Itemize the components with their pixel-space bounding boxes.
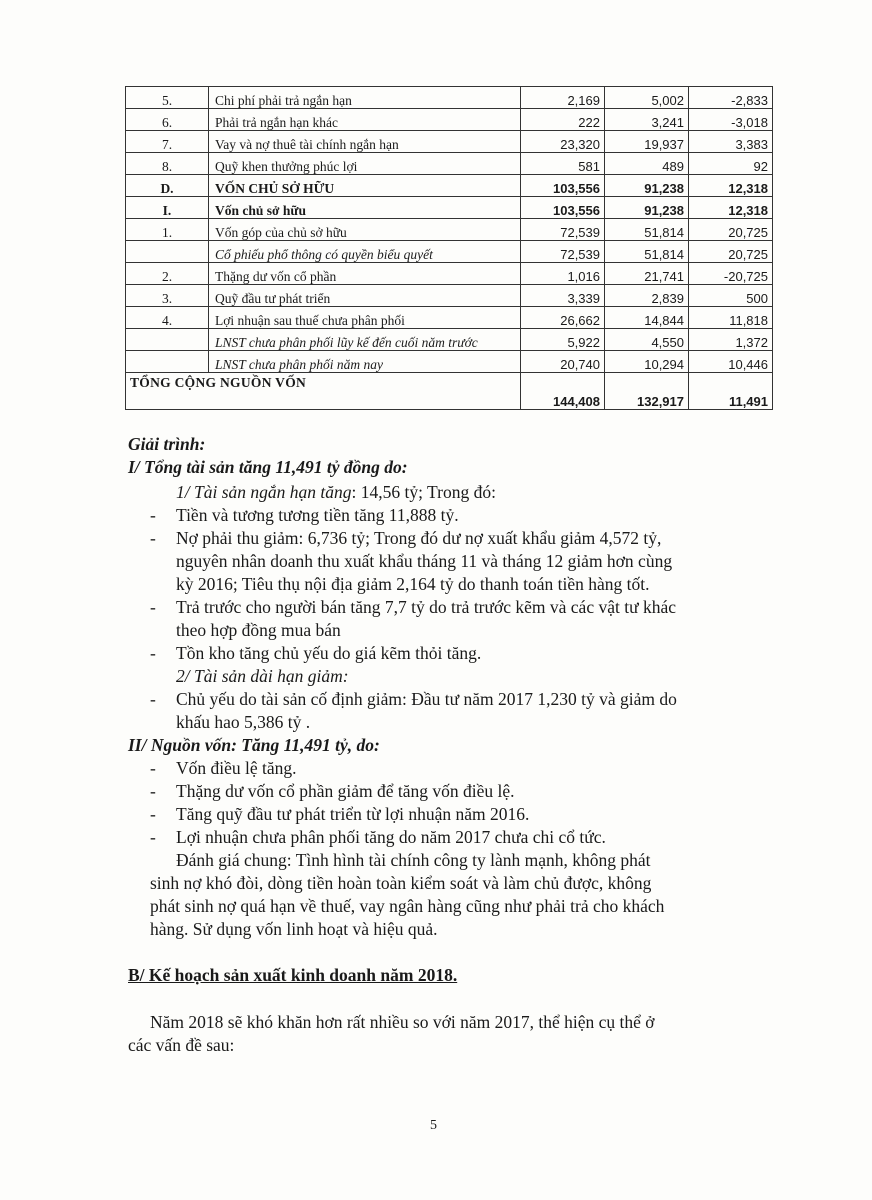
table-row — [126, 131, 773, 153]
value-2017-cell: 23,320 — [521, 131, 605, 153]
bullet-prepayment-l2: theo hợp đồng mua bán — [176, 620, 341, 640]
bullet-share-premium: Thặng dư vốn cổ phần giảm để tăng vốn điều lệ. — [176, 781, 515, 801]
bullet-dash: - — [150, 643, 156, 663]
row-number-cell: 2. — [126, 263, 209, 285]
section-ii-heading: II/ Nguồn vốn: Tăng 11,491 tỷ, do: — [128, 735, 380, 755]
table-row — [126, 329, 773, 351]
value-change-cell: 11,818 — [689, 307, 773, 329]
value-2016-cell: 10,294 — [605, 351, 689, 373]
row-number-cell: 1. — [126, 219, 209, 241]
subsection-2-title: 2/ Tài sản dài hạn giảm: — [176, 666, 349, 686]
page-number: 5 — [430, 1118, 437, 1133]
assessment-l1: Đánh giá chung: Tình hình tài chính công ty lành mạnh, không phát — [176, 850, 651, 870]
value-2016-cell: 19,937 — [605, 131, 689, 153]
bullet-dash: - — [150, 758, 156, 778]
table-row — [126, 351, 773, 373]
value-change-cell: 3,383 — [689, 131, 773, 153]
plan-intro-l1: Năm 2018 sẽ khó khăn hơn rất nhiều so với năm 2017, thể hiện cụ thể ở — [150, 1012, 655, 1032]
value-change-cell: 20,725 — [689, 219, 773, 241]
value-2016-cell: 91,238 — [605, 197, 689, 219]
bullet-dash: - — [150, 689, 156, 709]
value-2016-cell: 5,002 — [605, 87, 689, 109]
table-row — [126, 87, 773, 109]
value-2017-cell: 1,016 — [521, 263, 605, 285]
row-number-cell: D. — [126, 175, 209, 197]
value-2016-cell: 21,741 — [605, 263, 689, 285]
value-2017-cell: 2,169 — [521, 87, 605, 109]
row-name-cell: Phải trả ngắn hạn khác — [209, 109, 521, 131]
row-number-cell: 4. — [126, 307, 209, 329]
row-name-cell: Vốn chủ sở hữu — [209, 197, 521, 219]
total-label-cell: TỔNG CỘNG NGUỒN VỐN — [126, 373, 521, 410]
value-2016-cell: 2,839 — [605, 285, 689, 307]
bullet-inventory: Tồn kho tăng chủ yếu do giá kẽm thỏi tăng. — [176, 643, 482, 663]
subsection-1-rest: : 14,56 tỷ; Trong đó: — [351, 482, 496, 502]
value-2017-cell: 20,740 — [521, 351, 605, 373]
bullet-dash: - — [150, 528, 156, 548]
value-2017-cell: 222 — [521, 109, 605, 131]
bullet-prepayment-l1: Trả trước cho người bán tăng 7,7 tỷ do trả trước kẽm và các vật tư khác — [176, 597, 676, 617]
value-change-cell: 12,318 — [689, 175, 773, 197]
row-number-cell: 5. — [126, 87, 209, 109]
row-number-cell — [126, 241, 209, 263]
value-change-cell: -3,018 — [689, 109, 773, 131]
value-2017-cell: 5,922 — [521, 329, 605, 351]
value-2016-cell: 51,814 — [605, 241, 689, 263]
bullet-dash: - — [150, 597, 156, 617]
value-change-cell: -20,725 — [689, 263, 773, 285]
row-number-cell — [126, 351, 209, 373]
table-row — [126, 285, 773, 307]
value-2016-cell: 14,844 — [605, 307, 689, 329]
bullet-development-fund: Tăng quỹ đầu tư phát triển từ lợi nhuận năm 2016. — [176, 804, 530, 824]
total-2017-cell: 144,408 — [521, 373, 605, 410]
bullet-fixed-assets-l1: Chủ yếu do tài sản cố định giảm: Đầu tư năm 2017 1,230 tỷ và giảm do — [176, 689, 677, 709]
value-2017-cell: 3,339 — [521, 285, 605, 307]
plan-intro-l2: các vấn đề sau: — [128, 1035, 235, 1055]
row-number-cell: 6. — [126, 109, 209, 131]
value-2017-cell: 103,556 — [521, 197, 605, 219]
bullet-retained-earnings: Lợi nhuận chưa phân phối tăng do năm 2017 chưa chi cổ tức. — [176, 827, 606, 847]
bullet-cash: Tiền và tương tương tiền tăng 11,888 tỷ. — [176, 505, 459, 525]
table-row — [126, 263, 773, 285]
assessment-l4: hàng. Sử dụng vốn linh hoạt và hiệu quả. — [150, 919, 438, 939]
row-number-cell: 7. — [126, 131, 209, 153]
row-name-cell: Thặng dư vốn cổ phần — [209, 263, 521, 285]
total-2016-cell: 132,917 — [605, 373, 689, 410]
row-number-cell: 8. — [126, 153, 209, 175]
row-name-cell: Quỹ đầu tư phát triển — [209, 285, 521, 307]
value-change-cell: 20,725 — [689, 241, 773, 263]
table-row — [126, 153, 773, 175]
row-name-cell: Cổ phiếu phổ thông có quyền biểu quyết — [209, 241, 521, 263]
table-row — [126, 219, 773, 241]
assessment-l2: sinh nợ khó đòi, dòng tiền hoàn toàn kiểm soát và làm chủ được, không — [150, 873, 652, 893]
capital-table-body — [126, 87, 773, 410]
row-number-cell: I. — [126, 197, 209, 219]
bullet-receivables-l1: Nợ phải thu giảm: 6,736 tỷ; Trong đó dư nợ xuất khẩu giảm 4,572 tỷ, — [176, 528, 662, 548]
table-row — [126, 241, 773, 263]
value-2017-cell: 26,662 — [521, 307, 605, 329]
value-2016-cell: 3,241 — [605, 109, 689, 131]
value-change-cell: -2,833 — [689, 87, 773, 109]
total-change-cell: 11,491 — [689, 373, 773, 410]
row-name-cell: Vay và nợ thuê tài chính ngắn hạn — [209, 131, 521, 153]
row-name-cell: Lợi nhuận sau thuế chưa phân phối — [209, 307, 521, 329]
value-2017-cell: 72,539 — [521, 241, 605, 263]
bullet-dash: - — [150, 781, 156, 801]
value-2016-cell: 51,814 — [605, 219, 689, 241]
row-name-cell: Quỹ khen thưởng phúc lợi — [209, 153, 521, 175]
value-2016-cell: 489 — [605, 153, 689, 175]
row-name-cell: Vốn góp của chủ sở hữu — [209, 219, 521, 241]
bullet-dash: - — [150, 804, 156, 824]
table-row — [126, 307, 773, 329]
section-i-heading: I/ Tổng tài sản tăng 11,491 tỷ đồng do: — [128, 457, 408, 477]
value-2017-cell: 581 — [521, 153, 605, 175]
bullet-fixed-assets-l2: khấu hao 5,386 tỷ . — [176, 712, 311, 732]
subsection-1 — [176, 481, 496, 504]
value-change-cell: 10,446 — [689, 351, 773, 373]
value-2016-cell: 4,550 — [605, 329, 689, 351]
row-number-cell: 3. — [126, 285, 209, 307]
value-change-cell: 1,372 — [689, 329, 773, 351]
table-row — [126, 175, 773, 197]
row-name-cell: VỐN CHỦ SỞ HỮU — [209, 175, 521, 197]
bullet-receivables-l3: kỳ 2016; Tiêu thụ nội địa giảm 2,164 tỷ do thanh toán tiền hàng tốt. — [176, 574, 650, 594]
value-2017-cell: 72,539 — [521, 219, 605, 241]
table-row — [126, 197, 773, 219]
row-number-cell — [126, 329, 209, 351]
bullet-charter-capital: Vốn điều lệ tăng. — [176, 758, 297, 778]
table-row — [126, 109, 773, 131]
row-name-cell: Chi phí phải trả ngắn hạn — [209, 87, 521, 109]
bullet-receivables-l2: nguyên nhân doanh thu xuất khẩu tháng 11 và tháng 12 giảm hơn cùng — [176, 551, 673, 571]
row-name-cell: LNST chưa phân phối lũy kế đến cuối năm trước — [209, 329, 521, 351]
value-change-cell: 500 — [689, 285, 773, 307]
subsection-1-title: 1/ Tài sản ngắn hạn tăng — [176, 482, 352, 502]
capital-table — [125, 86, 773, 410]
value-2016-cell: 91,238 — [605, 175, 689, 197]
value-2017-cell: 103,556 — [521, 175, 605, 197]
row-name-cell: LNST chưa phân phối năm nay — [209, 351, 521, 373]
explanation-heading: Giải trình: — [128, 434, 206, 454]
bullet-dash: - — [150, 505, 156, 525]
bullet-dash: - — [150, 827, 156, 847]
section-b-heading: B/ Kế hoạch sản xuất kinh doanh năm 2018. — [128, 965, 458, 985]
value-change-cell: 92 — [689, 153, 773, 175]
table-total-row — [126, 373, 773, 410]
assessment-l3: phát sinh nợ quá hạn về thuế, vay ngân hàng cũng như phải trả cho khách — [150, 896, 665, 916]
value-change-cell: 12,318 — [689, 197, 773, 219]
